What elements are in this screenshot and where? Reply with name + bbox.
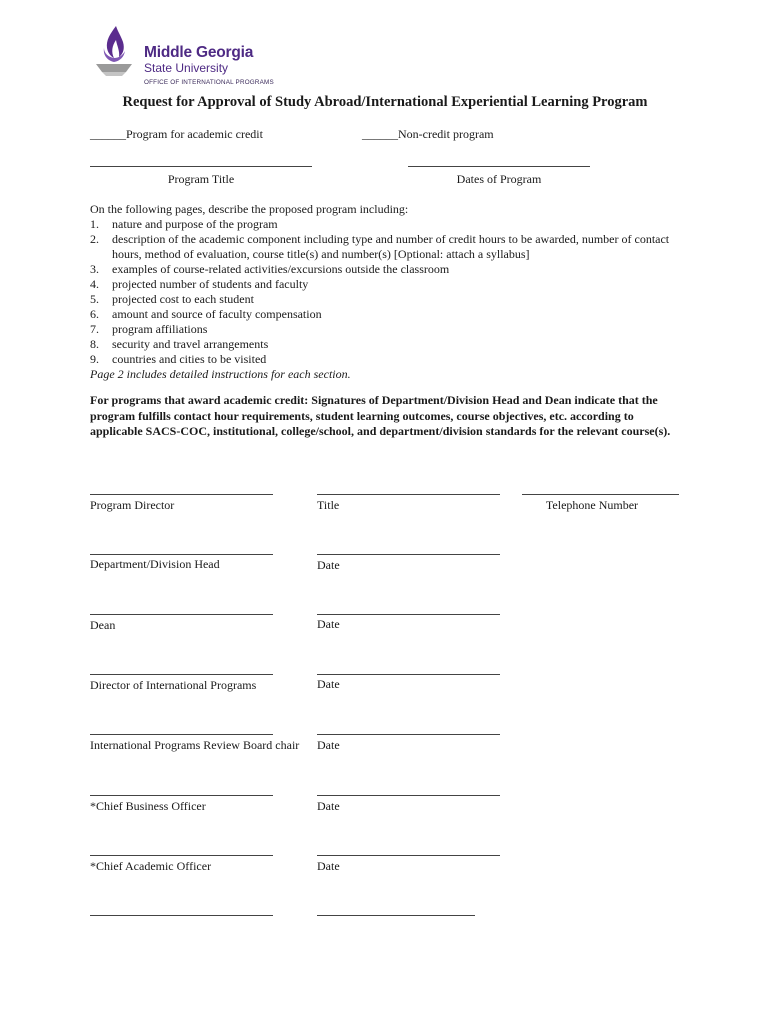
instructions-intro: On the following pages, describe the proposed program including: <box>90 202 409 216</box>
cao-date-line[interactable] <box>317 855 500 856</box>
instructions-note: Page 2 includes detailed instructions for each section. <box>90 367 351 381</box>
list-item: 6. amount and source of faculty compensation <box>90 307 322 321</box>
academic-credit-option[interactable]: ______Program for academic credit <box>90 127 263 141</box>
cbo-date-label: Date <box>317 799 340 813</box>
cbo-signature-line[interactable] <box>90 795 273 796</box>
flame-logo-icon <box>92 24 136 76</box>
cao-date-label: Date <box>317 859 340 873</box>
cao-label: *Chief Academic Officer <box>90 859 212 873</box>
dean-date-label: Date <box>317 617 340 631</box>
logo-line2: State University <box>144 61 229 75</box>
noncredit-option[interactable]: ______Non-credit program <box>362 127 494 141</box>
program-dates-label: Dates of Program <box>456 172 542 186</box>
program-director-label: Program Director <box>90 498 175 512</box>
dean-label: Dean <box>90 618 116 632</box>
instructions-list <box>90 202 690 382</box>
dean-signature-line[interactable] <box>90 614 273 615</box>
director-title-line[interactable] <box>317 494 500 495</box>
list-item: 1. nature and purpose of the program <box>90 217 278 231</box>
credit-statement: For programs that award academic credit: Signatures of Department/Division Head and Dean indicate that the program fulfills contact hour requirements, student learning outcomes, course objectives, etc. according to applicable SACS-COC, institutional, college/school, and department/division standards for the relevant course(s). <box>90 393 671 438</box>
review-board-date-line[interactable] <box>317 734 500 735</box>
list-item: 7. program affiliations <box>90 322 208 336</box>
telephone-line[interactable] <box>522 494 679 495</box>
dept-head-label: Department/Division Head <box>90 557 220 571</box>
intl-director-signature-line[interactable] <box>90 674 273 675</box>
logo-line3: OFFICE OF INTERNATIONAL PROGRAMS <box>144 79 274 86</box>
program-dates-field[interactable] <box>408 166 590 167</box>
program-title-field[interactable] <box>90 166 312 167</box>
list-item: 8. security and travel arrangements <box>90 337 269 351</box>
list-item: 3. examples of course-related activities/excursions outside the classroom <box>90 262 450 276</box>
intl-director-date-line[interactable] <box>317 674 500 675</box>
extra-signature-line[interactable] <box>90 915 273 916</box>
list-item: 5. projected cost to each student <box>90 292 254 306</box>
cbo-date-line[interactable] <box>317 795 500 796</box>
dept-head-signature-line[interactable] <box>90 554 273 555</box>
dean-date-line[interactable] <box>317 614 500 615</box>
logo-line1: Middle Georgia <box>144 44 254 61</box>
dept-head-date-label: Date <box>317 558 340 572</box>
dept-head-date-line[interactable] <box>317 554 500 555</box>
university-logo <box>92 24 292 88</box>
list-item: 2. description of the academic component including type and number of credit hours to be awarded, number of contact hours, method of evaluation, course title(s) and number(s) [Optional: attach a syllabus] <box>90 232 670 261</box>
extra-date-line[interactable] <box>317 915 475 916</box>
review-board-label: International Programs Review Board chair <box>90 738 300 752</box>
telephone-label: Telephone Number <box>545 498 639 512</box>
director-title-label: Title <box>317 498 340 512</box>
list-item: 4. projected number of students and faculty <box>90 277 309 291</box>
cao-signature-line[interactable] <box>90 855 273 856</box>
cbo-label: *Chief Business Officer <box>90 799 206 813</box>
program-title-label: Program Title <box>167 172 235 186</box>
list-item: 9. countries and cities to be visited <box>90 352 267 366</box>
review-board-date-label: Date <box>317 738 340 752</box>
program-director-signature-line[interactable] <box>90 494 273 495</box>
intl-director-date-label: Date <box>317 677 340 691</box>
review-board-signature-line[interactable] <box>90 734 273 735</box>
intl-director-label: Director of International Programs <box>90 678 257 692</box>
page-title: Request for Approval of Study Abroad/International Experiential Learning Program <box>122 94 648 110</box>
